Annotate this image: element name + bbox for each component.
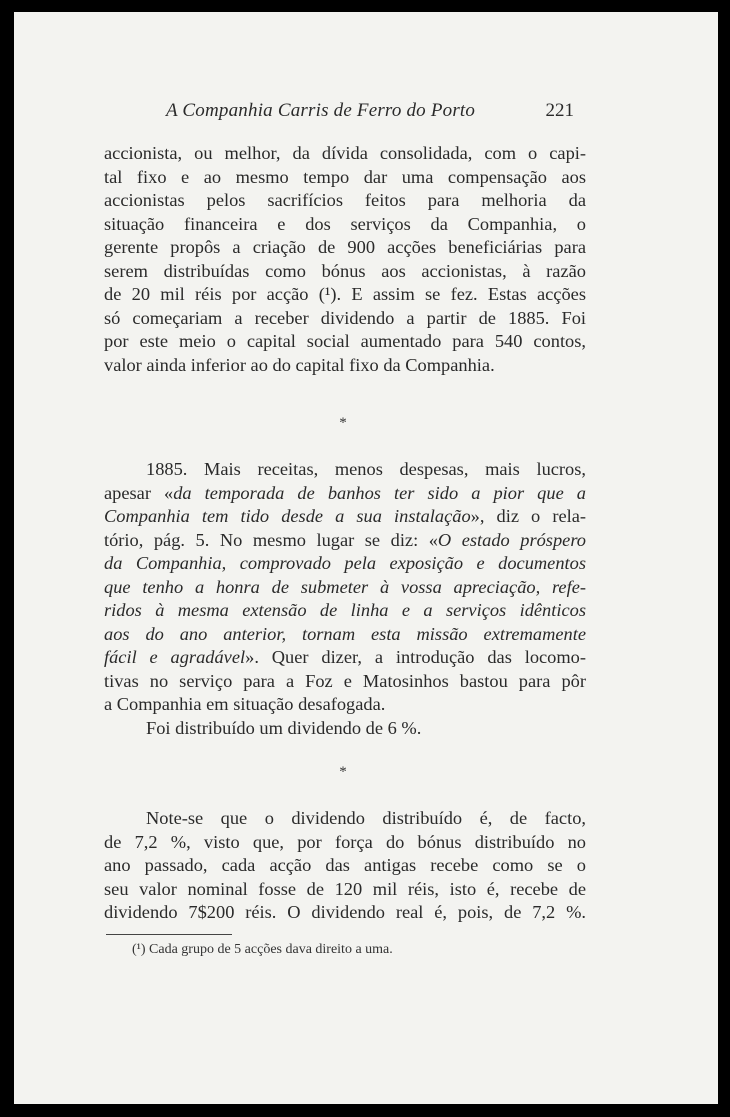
paragraph-2: [104, 458, 586, 740]
text-line: por este meio o capital social aumentado para 540 contos,: [104, 331, 586, 351]
footnote-marker: (¹): [132, 942, 146, 957]
text-line: gerente propôs a criação de 900 acções beneficiárias para: [104, 237, 586, 257]
quote-segment: ridos à mesma extensão de linha e a serviços idênticos: [104, 600, 586, 620]
quote-segment: Companhia tem tido desde a sua instalação: [104, 506, 471, 526]
text-line: tal fixo e ao mesmo tempo dar uma compensação aos: [104, 166, 586, 187]
text-line: só começariam a receber dividendo a partir de 1885. Foi: [104, 307, 586, 328]
text-line: situação financeira e dos serviços da Companhia, o: [104, 213, 586, 234]
text-line: [104, 623, 586, 647]
quote-segment: que tenho a honra de submeter à vossa apreciação, refe-: [104, 576, 586, 597]
page-header: [166, 100, 574, 128]
footnote: [132, 942, 393, 958]
quote-segment: O estado próspero: [437, 529, 586, 550]
text-line: tivas no serviço para a Foz e Matosinhos bastou para pôr: [104, 670, 586, 691]
text-line: dividendo 7$200 réis. O dividendo real é, pois, de 7,2 %.: [104, 902, 586, 922]
text-line: de 7,2 %, visto que, por força do bónus distribuído no: [104, 831, 586, 852]
quote-segment: da Companhia, comprovado pela exposição e documentos: [104, 553, 586, 573]
section-separator: *: [339, 415, 347, 431]
text-line: serem distribuídas como bónus aos accionistas, à razão: [104, 260, 586, 281]
text-line: [104, 599, 586, 623]
text-line: [104, 646, 586, 670]
text-line: [104, 576, 586, 600]
quote-segment: da temporada de banhos ter sido a pior que a: [173, 482, 586, 503]
text-line: [104, 529, 586, 553]
text-segment: apesar «: [104, 482, 174, 503]
paragraph-3: [104, 807, 586, 925]
text-line: de 20 mil réis por acção (¹). E assim se fez. Estas acções: [104, 284, 586, 304]
section-separator: *: [339, 764, 347, 780]
text-line: valor ainda inferior ao do capital fixo da Companhia.: [104, 354, 495, 375]
paragraph-1: [104, 142, 586, 377]
text-segment: ». Quer dizer, a introdução das locomo-: [245, 647, 586, 667]
footnote-text: Cada grupo de 5 acções dava direito a uma.: [149, 942, 393, 957]
text-segment: », diz o rela-: [470, 506, 586, 526]
text-line: [104, 482, 586, 506]
text-line: a Companhia em situação desafogada.: [104, 694, 386, 714]
text-segment: tório, pág. 5. No mesmo lugar se diz: «: [104, 529, 438, 550]
quote-segment: fácil e agradável: [104, 647, 246, 667]
running-title: A Companhia Carris de Ferro do Porto: [166, 100, 476, 121]
text-line: Note-se que o dividendo distribuído é, de facto,: [146, 808, 586, 828]
text-line: seu valor nominal fosse de 120 mil réis, isto é, recebe de: [104, 878, 586, 899]
text-line: ano passado, cada acção das antigas recebe como se o: [104, 855, 586, 875]
text-line: Foi distribuído um dividendo de 6 %.: [146, 717, 422, 738]
page-number: 221: [545, 100, 574, 121]
text-line: 1885. Mais receitas, menos despesas, mais lucros,: [146, 459, 586, 479]
quote-segment: aos do ano anterior, tornam esta missão extremamente: [104, 623, 586, 644]
text-line: accionistas pelos sacrifícios feitos para melhoria da: [104, 190, 586, 210]
text-line: [104, 505, 586, 529]
text-line: [104, 552, 586, 576]
footnote-divider: [106, 934, 232, 935]
text-line: accionista, ou melhor, da dívida consolidada, com o capi-: [104, 143, 586, 163]
book-page: [14, 12, 718, 1104]
